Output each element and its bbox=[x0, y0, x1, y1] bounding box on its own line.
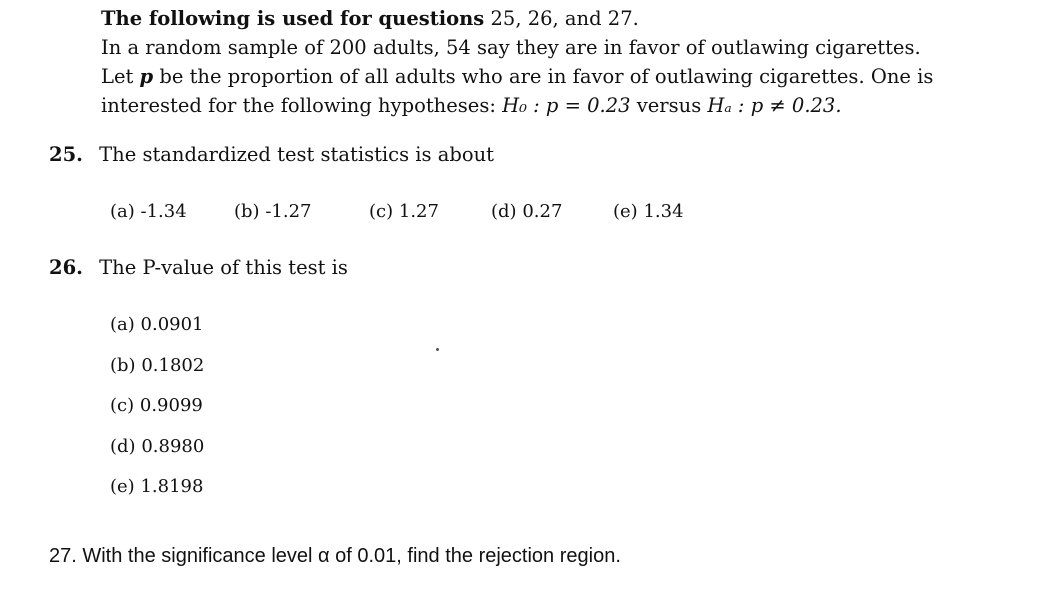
question-25 bbox=[49, 143, 494, 166]
question-26-number: 26. bbox=[49, 256, 83, 279]
q25-choice-d[interactable]: (d) 0.27 bbox=[491, 201, 563, 222]
intro-line-3 bbox=[101, 62, 1001, 91]
problem-intro bbox=[101, 4, 1001, 120]
question-25-text: The standardized test statistics is about bbox=[99, 143, 494, 166]
versus-word: versus bbox=[636, 94, 702, 117]
q26-choice-b[interactable]: (b) 0.1802 bbox=[110, 354, 205, 376]
intro-line-1 bbox=[101, 4, 1001, 33]
q25-choice-a[interactable]: (a) -1.34 bbox=[110, 201, 187, 222]
intro-question-refs: 25, 26, and 27. bbox=[490, 7, 639, 30]
intro-line-4 bbox=[101, 91, 1001, 120]
question-26 bbox=[49, 256, 348, 279]
q26-choice-d[interactable]: (d) 0.8980 bbox=[110, 435, 205, 457]
intro-variable-p: p bbox=[139, 65, 154, 88]
question-26-choices bbox=[110, 311, 204, 514]
q26-choice-a[interactable]: (a) 0.0901 bbox=[110, 314, 204, 335]
intro-line-2: In a random sample of 200 adults, 54 say they are in favor of outlawing cigarettes. bbox=[101, 36, 921, 59]
stray-dot-mark bbox=[436, 348, 439, 351]
null-hypothesis: H₀ : p = 0.23 bbox=[502, 94, 631, 117]
question-25-choices bbox=[110, 201, 684, 222]
intro-let: Let bbox=[101, 65, 134, 88]
intro-definition: be the proportion of all adults who are in favor of outlawing cigarettes. One is bbox=[159, 65, 934, 88]
question-27: 27. With the significance level α of 0.01, find the rejection region. bbox=[49, 545, 621, 567]
intro-heading: The following is used for questions bbox=[101, 7, 485, 30]
intro-hypotheses-lead: interested for the following hypotheses: bbox=[101, 94, 496, 117]
q25-choice-c[interactable]: (c) 1.27 bbox=[369, 201, 439, 222]
question-26-text: The P-value of this test is bbox=[99, 256, 348, 279]
q26-choice-c[interactable]: (c) 0.9099 bbox=[110, 395, 203, 416]
alternative-hypothesis: Hₐ : p ≠ 0.23. bbox=[707, 94, 842, 117]
q26-choice-e[interactable]: (e) 1.8198 bbox=[110, 476, 204, 497]
question-25-number: 25. bbox=[49, 143, 83, 166]
q25-choice-b[interactable]: (b) -1.27 bbox=[234, 201, 312, 222]
q25-choice-e[interactable]: (e) 1.34 bbox=[613, 201, 684, 222]
